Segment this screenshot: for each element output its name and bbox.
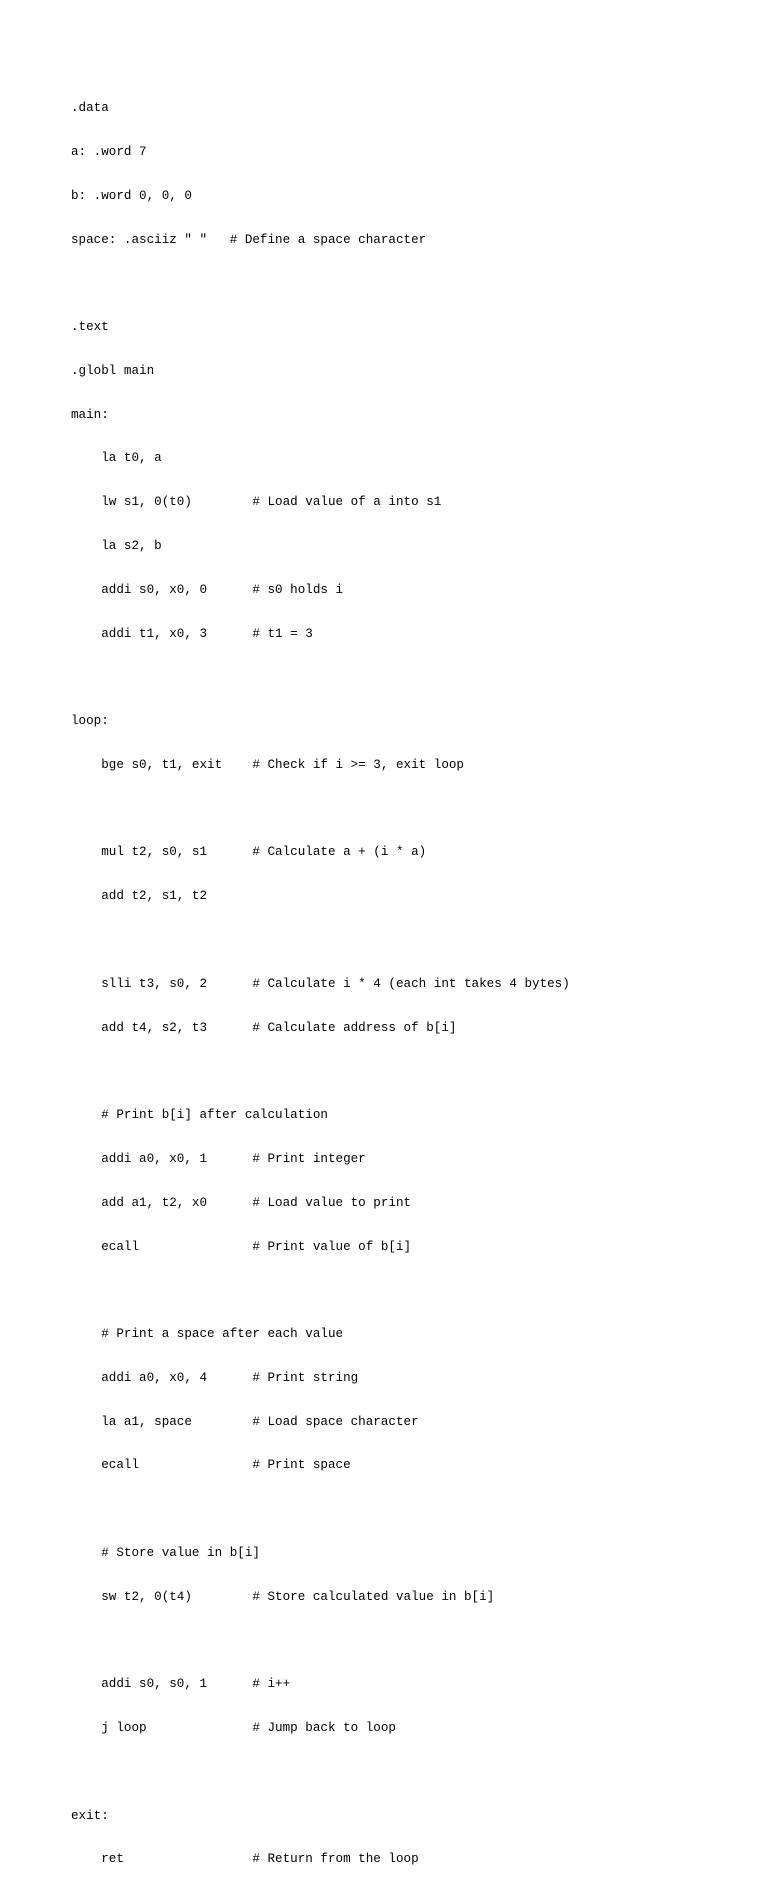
code-line: la t0, a — [71, 451, 162, 466]
code-line: addi s0, s0, 1 # i++ — [71, 1677, 291, 1692]
code-line: addi a0, x0, 1 # Print integer — [71, 1151, 366, 1166]
code-line: # Print b[i] after calculation — [71, 1108, 328, 1123]
code-line — [71, 1064, 570, 1079]
code-line: addi a0, x0, 4 # Print string — [71, 1370, 359, 1385]
code-line: main: — [71, 407, 109, 422]
code-line — [71, 1634, 570, 1649]
code-line: addi s0, x0, 0 # s0 holds i — [71, 582, 344, 597]
code-line: ret # Return from the loop — [71, 1852, 419, 1867]
code-line: # Print a space after each value — [71, 1327, 344, 1342]
code-line: addi t1, x0, 3 # t1 = 3 — [71, 626, 313, 641]
code-line: mul t2, s0, s1 # Calculate a + (i * a) — [71, 845, 427, 860]
code-line: exit: — [71, 1808, 109, 1823]
code-line: bge s0, t1, exit # Check if i >= 3, exit loop — [71, 757, 464, 772]
code-line — [71, 1765, 570, 1780]
code-line: j loop # Jump back to loop — [71, 1721, 396, 1736]
code-line: lw s1, 0(t0) # Load value of a into s1 — [71, 495, 442, 510]
code-line: add t2, s1, t2 — [71, 889, 208, 904]
code-line: space: .asciiz " " # Define a space character — [71, 232, 427, 247]
code-line: la s2, b — [71, 539, 162, 553]
code-line: ecall # Print value of b[i] — [71, 1239, 412, 1254]
code-line — [71, 1502, 570, 1517]
code-line: .globl main — [71, 363, 155, 378]
code-line: slli t3, s0, 2 # Calculate i * 4 (each int takes 4 bytes) — [71, 976, 570, 991]
code-line: sw t2, 0(t4) # Store calculated value in b[i] — [71, 1589, 495, 1604]
code-line: b: .word 0, 0, 0 — [71, 188, 192, 203]
code-line: .data — [71, 101, 109, 116]
code-line: ecall # Print space — [71, 1458, 351, 1473]
code-line: a: .word 7 — [71, 144, 147, 159]
code-line: add a1, t2, x0 # Load value to print — [71, 1195, 412, 1210]
code-line — [71, 1283, 570, 1298]
code-line: loop: — [71, 714, 109, 729]
code-line — [71, 933, 570, 948]
code-line — [71, 670, 570, 685]
code-listing — [71, 72, 570, 1896]
code-line — [71, 802, 570, 817]
code-line — [71, 276, 570, 291]
code-line: .text — [71, 320, 109, 335]
code-line: # Store value in b[i] — [71, 1545, 260, 1560]
code-line: la a1, space # Load space character — [71, 1414, 419, 1429]
code-line: add t4, s2, t3 # Calculate address of b[i] — [71, 1020, 457, 1035]
